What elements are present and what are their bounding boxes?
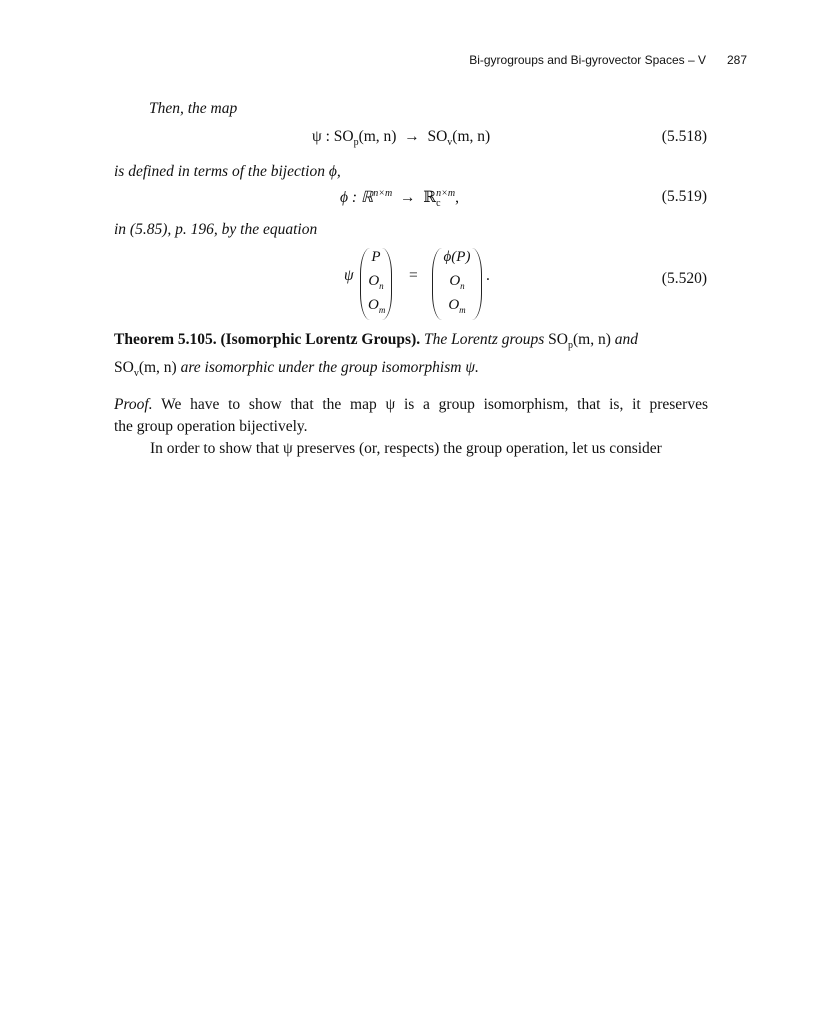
- eq519-lhs: ϕ : ℝ: [340, 189, 374, 207]
- eq520-left-vector: [360, 248, 392, 320]
- eq519-lhs-sup: n×m: [373, 188, 393, 199]
- equation-5-518-body: [312, 128, 490, 148]
- equation-intro-line: in (5.85), p. 196, by the equation: [114, 221, 318, 238]
- proof-text-1: We have to show that the map ψ is a group isomorphism, that is, it preserves: [161, 396, 708, 413]
- equation-number-5-520: (5.520): [661, 270, 707, 287]
- eq520-tail: .: [486, 267, 490, 284]
- eq519-rhs: ℝ: [423, 189, 437, 207]
- eq520-right-cell-0: ϕ(P): [443, 249, 471, 265]
- eq520-right-cell-2: $O_m$: [448, 297, 466, 315]
- equation-5-519: [114, 188, 707, 214]
- proof-label: Proof.: [114, 396, 153, 413]
- eq518-lhs: ψ : SO: [312, 128, 354, 145]
- theorem-label: Theorem 5.105. (Isomorphic Lorentz Groups).: [114, 331, 421, 348]
- eq520-left-cell-1: $O_n$: [368, 273, 384, 291]
- eq518-lhs-args: (m, n): [358, 128, 397, 145]
- eq518-rhs-args: (m, n): [452, 128, 491, 145]
- equation-5-520: [114, 246, 707, 315]
- eq520-psi: ψ: [344, 267, 354, 284]
- eq518-rhs-sub: v: [447, 137, 453, 149]
- proof-line-1: [114, 394, 708, 416]
- page-number: 287: [726, 53, 747, 67]
- eq519-rhs-sup: n×m: [436, 187, 456, 199]
- eq519-rhs-sub: c: [436, 197, 441, 209]
- eq518-rhs: SO: [427, 128, 448, 145]
- theorem-group-2: $SO_v(m$, n): [114, 359, 177, 380]
- eq519-arrow: →: [399, 189, 416, 207]
- theorem-5-105: [114, 329, 708, 385]
- theorem-group-1: $SO_p(m$, n): [548, 331, 611, 352]
- running-header: [0, 53, 747, 73]
- proof-line-2: the group operation bijectively.: [114, 418, 308, 435]
- proof-block: [114, 394, 708, 460]
- eq520-right-vector: [432, 248, 482, 320]
- theorem-text-3: are isomorphic under the group isomorphism ψ.: [180, 359, 479, 377]
- intro-line: Then, the map: [149, 100, 238, 117]
- bijection-line: is defined in terms of the bijection ϕ,: [114, 163, 341, 180]
- eq520-equals: =: [409, 267, 418, 284]
- eq518-lhs-sub: p: [353, 137, 359, 149]
- eq520-left-cell-0: P: [371, 249, 381, 265]
- equation-number-5-519: (5.519): [661, 188, 707, 205]
- equation-5-518: [114, 128, 707, 154]
- proof-line-3: In order to show that ψ preserves (or, respects) the group operation, let us consider: [150, 440, 662, 457]
- eq518-arrow: →: [404, 128, 420, 145]
- theorem-text-2: and: [614, 331, 639, 348]
- eq519-tail: ,: [455, 189, 459, 207]
- equation-5-519-body: [340, 188, 459, 209]
- running-title: Bi-gyrogroups and Bi-gyrovector Spaces – V: [469, 53, 706, 67]
- theorem-text-1: The Lorentz groups: [424, 331, 545, 348]
- equation-number-5-518: (5.518): [661, 128, 707, 145]
- eq520-right-cell-1: $O_n$: [449, 273, 465, 291]
- eq520-left-cell-2: $O_m$: [368, 297, 386, 315]
